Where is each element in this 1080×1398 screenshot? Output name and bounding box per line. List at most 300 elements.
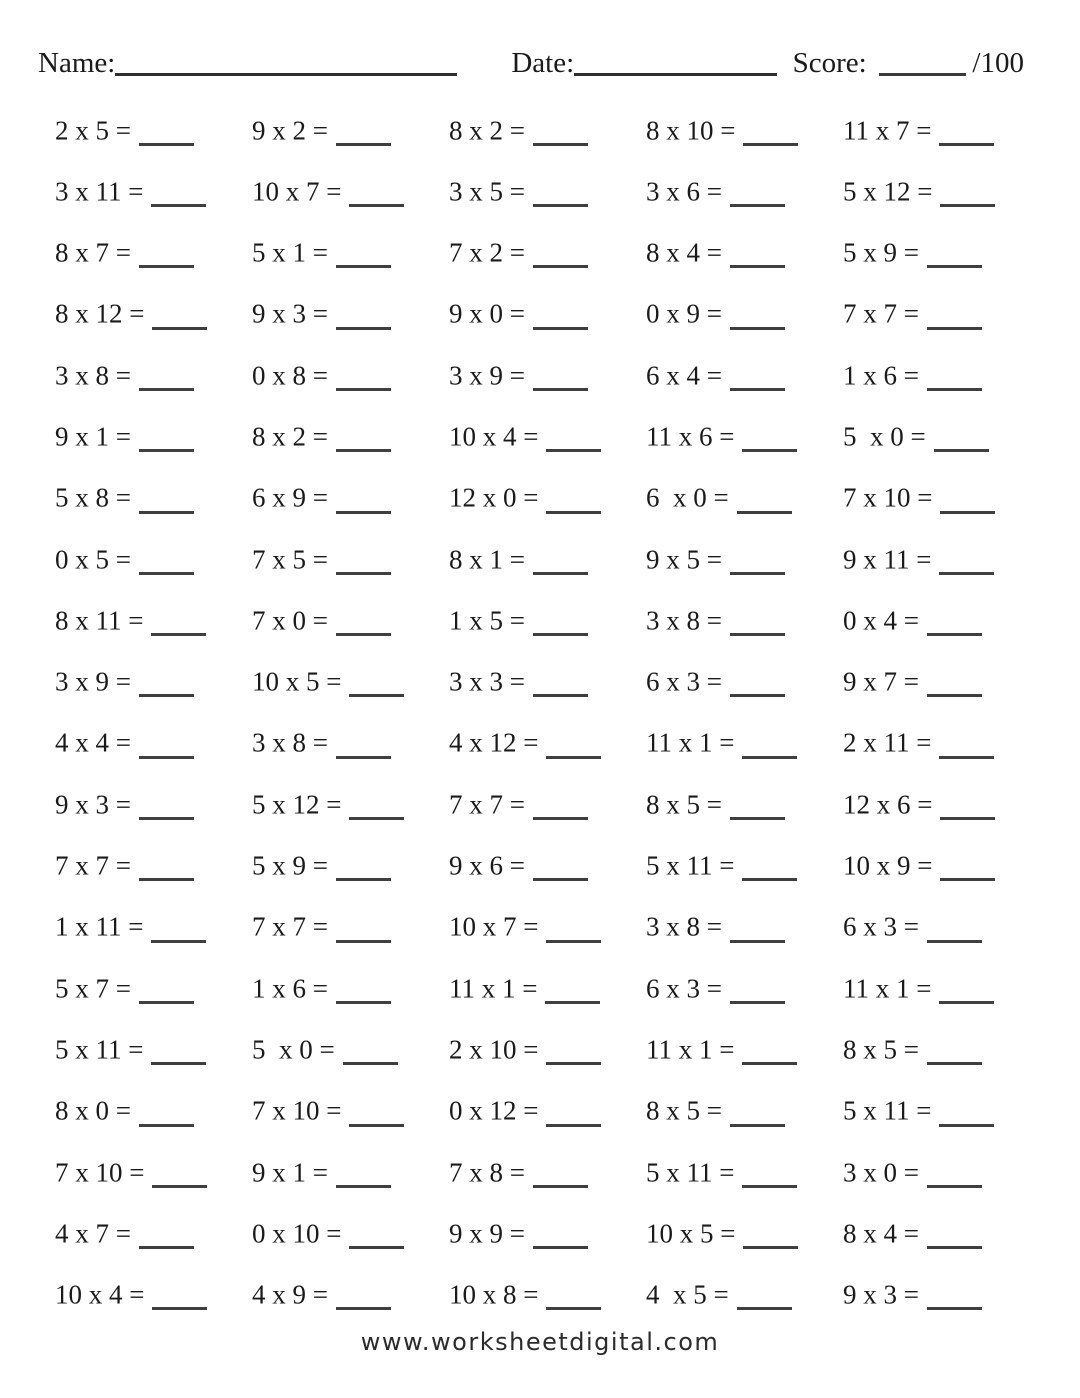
problem-text: 8 x 4 =: [646, 237, 722, 268]
answer-blank-line: [139, 731, 194, 758]
answer-blank-line: [139, 1222, 194, 1249]
problem-cell: [843, 173, 1040, 205]
problem-text: 0 x 8 =: [252, 359, 328, 390]
problem-text: 4 x 7 =: [55, 1218, 131, 1249]
problem-text: 8 x 4 =: [843, 1218, 919, 1249]
answer-blank-line: [152, 1161, 207, 1188]
problem-text: 8 x 1 =: [449, 543, 525, 574]
answer-blank-line: [546, 1099, 601, 1126]
answer-blank-line: [336, 486, 391, 513]
answer-blank-line: [730, 548, 785, 575]
answer-blank-line: [139, 793, 194, 820]
answer-blank-line: [151, 1038, 206, 1065]
problem-cell: [449, 786, 646, 818]
answer-blank-line: [152, 1283, 207, 1310]
answer-blank-line: [730, 241, 785, 268]
problem-text: 0 x 9 =: [646, 298, 722, 329]
answer-blank-line: [533, 1222, 588, 1249]
answer-blank-line: [533, 1161, 588, 1188]
problem-cell: [252, 1092, 449, 1124]
answer-blank-line: [533, 119, 588, 146]
problem-cell: [55, 908, 252, 940]
problem-text: 9 x 5 =: [646, 543, 722, 574]
problem-text: 5 x 11 =: [646, 1156, 735, 1187]
problem-cell: [252, 173, 449, 205]
problem-cell: [449, 479, 646, 511]
answer-blank-line: [336, 241, 391, 268]
problem-cell: [449, 357, 646, 389]
answer-blank-line: [939, 548, 994, 575]
problem-text: 8 x 11 =: [55, 605, 144, 636]
problem-text: 8 x 10 =: [646, 114, 736, 145]
problem-text: 4 x 9 =: [252, 1279, 328, 1310]
answer-blank-line: [730, 915, 785, 942]
problem-cell: [449, 970, 646, 1002]
problem-cell: [252, 418, 449, 450]
problem-text: 11 x 1 =: [646, 727, 735, 758]
problem-text: 3 x 9 =: [449, 359, 525, 390]
problem-text: 7 x 0 =: [252, 605, 328, 636]
answer-blank-line: [533, 670, 588, 697]
problem-cell: [252, 724, 449, 756]
problem-cell: [449, 724, 646, 756]
problem-cell: [449, 1276, 646, 1308]
answer-blank-line: [742, 1038, 797, 1065]
problem-cell: [55, 847, 252, 879]
problem-text: 8 x 5 =: [646, 789, 722, 820]
problem-text: 9 x 1 =: [252, 1156, 328, 1187]
problem-cell: [55, 1031, 252, 1063]
problem-text: 0 x 5 =: [55, 543, 131, 574]
problem-cell: [843, 112, 1040, 144]
problem-cell: [843, 970, 1040, 1002]
answer-blank-line: [139, 425, 194, 452]
problem-cell: [449, 908, 646, 940]
answer-blank-line: [533, 364, 588, 391]
problem-text: 11 x 6 =: [646, 421, 735, 452]
answer-blank-line: [730, 302, 785, 329]
problem-text: 7 x 7 =: [449, 789, 525, 820]
problem-cell: [55, 357, 252, 389]
problem-cell: [252, 479, 449, 511]
problem-text: 6 x 0 =: [646, 482, 729, 513]
problem-cell: [252, 908, 449, 940]
problem-text: 4 x 12 =: [449, 727, 539, 758]
problem-text: 1 x 6 =: [252, 972, 328, 1003]
answer-blank-line: [927, 609, 982, 636]
problem-text: 3 x 6 =: [646, 176, 722, 207]
problem-cell: [252, 357, 449, 389]
answer-blank-line: [336, 302, 391, 329]
answer-blank-line: [730, 364, 785, 391]
problem-text: 9 x 3 =: [252, 298, 328, 329]
footer-url: www.worksheetdigital.com: [360, 1328, 720, 1356]
problem-text: 6 x 4 =: [646, 359, 722, 390]
problem-cell: [252, 541, 449, 573]
problem-cell: [646, 970, 843, 1002]
answer-blank-line: [533, 241, 588, 268]
problem-text: 7 x 2 =: [449, 237, 525, 268]
problem-cell: [646, 1215, 843, 1247]
problem-cell: [449, 234, 646, 266]
answer-blank-line: [743, 1222, 798, 1249]
problem-text: 9 x 9 =: [449, 1218, 525, 1249]
problem-text: 10 x 5 =: [252, 666, 342, 697]
answer-blank-line: [742, 731, 797, 758]
problem-text: 2 x 11 =: [843, 727, 932, 758]
problem-cell: [55, 1276, 252, 1308]
answer-blank-line: [139, 241, 194, 268]
problem-text: 7 x 7 =: [55, 850, 131, 881]
problem-cell: [646, 724, 843, 756]
problem-cell: [252, 847, 449, 879]
problem-text: 0 x 4 =: [843, 605, 919, 636]
problem-cell: [843, 357, 1040, 389]
answer-blank-line: [533, 854, 588, 881]
problem-text: 7 x 7 =: [843, 298, 919, 329]
name-label: Name:: [38, 46, 116, 79]
answer-blank-line: [336, 425, 391, 452]
answer-blank-line: [939, 1099, 994, 1126]
problem-cell: [843, 1154, 1040, 1186]
problem-cell: [843, 786, 1040, 818]
problem-text: 1 x 6 =: [843, 359, 919, 390]
problem-cell: [449, 1154, 646, 1186]
answer-blank-line: [336, 119, 391, 146]
answer-blank-line: [742, 854, 797, 881]
problem-text: 8 x 7 =: [55, 237, 131, 268]
date-blank-line: [574, 48, 776, 76]
problem-text: 5 x 7 =: [55, 972, 131, 1003]
problem-cell: [843, 1215, 1040, 1247]
answer-blank-line: [927, 670, 982, 697]
problem-cell: [646, 479, 843, 511]
footer: [0, 1328, 1080, 1356]
problem-text: 5 x 0 =: [252, 1034, 335, 1065]
problem-cell: [646, 602, 843, 634]
problem-text: 11 x 7 =: [843, 114, 932, 145]
problem-text: 12 x 0 =: [449, 482, 539, 513]
problem-cell: [843, 234, 1040, 266]
problem-text: 9 x 2 =: [252, 114, 328, 145]
problem-cell: [646, 1092, 843, 1124]
answer-blank-line: [533, 302, 588, 329]
problem-text: 7 x 5 =: [252, 543, 328, 574]
problem-text: 10 x 4 =: [55, 1279, 145, 1310]
answer-blank-line: [336, 609, 391, 636]
problem-text: 5 x 11 =: [55, 1034, 144, 1065]
problem-text: 10 x 8 =: [449, 1279, 539, 1310]
problem-text: 3 x 8 =: [55, 359, 131, 390]
problem-text: 8 x 5 =: [843, 1034, 919, 1065]
answer-blank-line: [336, 977, 391, 1004]
problem-text: 9 x 1 =: [55, 421, 131, 452]
answer-blank-line: [737, 1283, 792, 1310]
problem-text: 8 x 2 =: [449, 114, 525, 145]
problem-cell: [843, 663, 1040, 695]
problem-cell: [843, 295, 1040, 327]
answer-blank-line: [336, 548, 391, 575]
problem-cell: [843, 479, 1040, 511]
problem-text: 5 x 9 =: [843, 237, 919, 268]
answer-blank-line: [546, 731, 601, 758]
problem-cell: [646, 418, 843, 450]
problem-text: 7 x 7 =: [252, 911, 328, 942]
problem-cell: [843, 1031, 1040, 1063]
problem-text: 0 x 10 =: [252, 1218, 342, 1249]
problem-text: 3 x 0 =: [843, 1156, 919, 1187]
answer-blank-line: [939, 119, 994, 146]
problem-text: 10 x 5 =: [646, 1218, 736, 1249]
problem-cell: [449, 112, 646, 144]
name-blank-line: [115, 48, 457, 76]
problem-text: 7 x 10 =: [843, 482, 933, 513]
answer-blank-line: [139, 854, 194, 881]
problem-text: 0 x 12 =: [449, 1095, 539, 1126]
problem-cell: [449, 541, 646, 573]
answer-blank-line: [927, 1161, 982, 1188]
problem-text: 5 x 9 =: [252, 850, 328, 881]
problem-text: 5 x 0 =: [843, 421, 926, 452]
problem-text: 11 x 1 =: [646, 1034, 735, 1065]
problem-cell: [252, 970, 449, 1002]
problem-cell: [252, 1031, 449, 1063]
problem-cell: [55, 663, 252, 695]
problem-text: 2 x 5 =: [55, 114, 131, 145]
problem-cell: [646, 847, 843, 879]
answer-blank-line: [730, 793, 785, 820]
answer-blank-line: [939, 731, 994, 758]
answer-blank-line: [546, 486, 601, 513]
answer-blank-line: [927, 1038, 982, 1065]
problem-text: 9 x 0 =: [449, 298, 525, 329]
answer-blank-line: [336, 854, 391, 881]
problem-text: 11 x 1 =: [449, 972, 538, 1003]
problem-cell: [646, 1031, 843, 1063]
problem-cell: [843, 602, 1040, 634]
problem-cell: [252, 295, 449, 327]
problem-text: 3 x 5 =: [449, 176, 525, 207]
answer-blank-line: [336, 364, 391, 391]
answer-blank-line: [940, 486, 995, 513]
problem-cell: [449, 1215, 646, 1247]
problem-cell: [252, 1215, 449, 1247]
problem-cell: [449, 418, 646, 450]
problem-text: 12 x 6 =: [843, 789, 933, 820]
problem-text: 8 x 0 =: [55, 1095, 131, 1126]
score-label: Score:: [792, 46, 867, 79]
problem-cell: [252, 1276, 449, 1308]
answer-blank-line: [533, 793, 588, 820]
answer-blank-line: [139, 1099, 194, 1126]
problem-cell: [646, 112, 843, 144]
problem-cell: [646, 1276, 843, 1308]
answer-blank-line: [139, 670, 194, 697]
answer-blank-line: [546, 1038, 601, 1065]
answer-blank-line: [349, 180, 404, 207]
answer-blank-line: [139, 119, 194, 146]
answer-blank-line: [546, 915, 601, 942]
problem-text: 3 x 8 =: [646, 911, 722, 942]
problem-cell: [55, 112, 252, 144]
answer-blank-line: [934, 425, 989, 452]
answer-blank-line: [336, 1283, 391, 1310]
problem-cell: [55, 970, 252, 1002]
problem-cell: [646, 908, 843, 940]
problem-cell: [843, 541, 1040, 573]
problem-cell: [55, 541, 252, 573]
answer-blank-line: [730, 180, 785, 207]
problem-text: 6 x 9 =: [252, 482, 328, 513]
problem-text: 7 x 10 =: [252, 1095, 342, 1126]
problem-cell: [843, 724, 1040, 756]
answer-blank-line: [546, 425, 601, 452]
problem-cell: [449, 173, 646, 205]
problem-cell: [252, 1154, 449, 1186]
problem-text: 6 x 3 =: [646, 666, 722, 697]
problem-cell: [55, 173, 252, 205]
answer-blank-line: [927, 1222, 982, 1249]
problem-cell: [843, 847, 1040, 879]
problem-text: 3 x 8 =: [252, 727, 328, 758]
problem-cell: [252, 786, 449, 818]
problem-text: 8 x 5 =: [646, 1095, 722, 1126]
problem-cell: [449, 1031, 646, 1063]
problem-text: 5 x 8 =: [55, 482, 131, 513]
problem-cell: [55, 1154, 252, 1186]
answer-blank-line: [940, 793, 995, 820]
problem-cell: [449, 663, 646, 695]
problem-text: 3 x 11 =: [55, 176, 144, 207]
answer-blank-line: [349, 793, 404, 820]
problem-text: 11 x 1 =: [843, 972, 932, 1003]
problem-text: 9 x 7 =: [843, 666, 919, 697]
problem-cell: [646, 663, 843, 695]
answer-blank-line: [743, 119, 798, 146]
problem-cell: [646, 357, 843, 389]
answer-blank-line: [546, 1283, 601, 1310]
answer-blank-line: [730, 977, 785, 1004]
answer-blank-line: [151, 609, 206, 636]
problem-cell: [252, 663, 449, 695]
answer-blank-line: [927, 241, 982, 268]
problem-text: 8 x 12 =: [55, 298, 145, 329]
problem-cell: [646, 541, 843, 573]
answer-blank-line: [139, 486, 194, 513]
problems-grid: [55, 97, 1040, 1323]
problem-cell: [55, 479, 252, 511]
problem-text: 3 x 3 =: [449, 666, 525, 697]
problem-cell: [449, 602, 646, 634]
problem-text: 6 x 3 =: [843, 911, 919, 942]
answer-blank-line: [139, 977, 194, 1004]
answer-blank-line: [349, 1222, 404, 1249]
answer-blank-line: [336, 731, 391, 758]
problem-text: 7 x 10 =: [55, 1156, 145, 1187]
answer-blank-line: [927, 364, 982, 391]
problem-text: 10 x 7 =: [252, 176, 342, 207]
problem-text: 3 x 9 =: [55, 666, 131, 697]
answer-blank-line: [927, 302, 982, 329]
problem-text: 4 x 5 =: [646, 1279, 729, 1310]
problem-text: 9 x 6 =: [449, 850, 525, 881]
problem-cell: [55, 1092, 252, 1124]
answer-blank-line: [927, 1283, 982, 1310]
problem-cell: [55, 602, 252, 634]
answer-blank-line: [343, 1038, 398, 1065]
answer-blank-line: [349, 670, 404, 697]
answer-blank-line: [336, 915, 391, 942]
problem-text: 2 x 10 =: [449, 1034, 539, 1065]
problem-cell: [55, 295, 252, 327]
answer-blank-line: [139, 548, 194, 575]
problem-cell: [55, 786, 252, 818]
answer-blank-line: [139, 364, 194, 391]
answer-blank-line: [927, 915, 982, 942]
problem-cell: [843, 418, 1040, 450]
problem-text: 4 x 4 =: [55, 727, 131, 758]
answer-blank-line: [940, 854, 995, 881]
problem-cell: [449, 295, 646, 327]
problem-text: 9 x 3 =: [55, 789, 131, 820]
problem-cell: [252, 112, 449, 144]
answer-blank-line: [737, 486, 792, 513]
problem-text: 7 x 8 =: [449, 1156, 525, 1187]
answer-blank-line: [336, 1161, 391, 1188]
problem-text: 1 x 5 =: [449, 605, 525, 636]
problem-text: 5 x 12 =: [843, 176, 933, 207]
problem-text: 9 x 11 =: [843, 543, 932, 574]
answer-blank-line: [730, 670, 785, 697]
problem-cell: [843, 1092, 1040, 1124]
problem-text: 5 x 11 =: [646, 850, 735, 881]
answer-blank-line: [533, 548, 588, 575]
problem-cell: [449, 1092, 646, 1124]
problem-cell: [843, 908, 1040, 940]
answer-blank-line: [730, 1099, 785, 1126]
problem-text: 10 x 4 =: [449, 421, 539, 452]
answer-blank-line: [742, 1161, 797, 1188]
problem-text: 5 x 1 =: [252, 237, 328, 268]
answer-blank-line: [545, 977, 600, 1004]
problem-text: 1 x 11 =: [55, 911, 144, 942]
header: [38, 44, 1024, 80]
problem-text: 6 x 3 =: [646, 972, 722, 1003]
answer-blank-line: [349, 1099, 404, 1126]
problem-cell: [646, 173, 843, 205]
problem-cell: [449, 847, 646, 879]
answer-blank-line: [940, 180, 995, 207]
problem-text: 3 x 8 =: [646, 605, 722, 636]
problem-text: 8 x 2 =: [252, 421, 328, 452]
answer-blank-line: [151, 915, 206, 942]
problem-text: 10 x 9 =: [843, 850, 933, 881]
problem-cell: [252, 234, 449, 266]
score-blank-line: [879, 48, 967, 76]
problem-cell: [646, 234, 843, 266]
answer-blank-line: [151, 180, 206, 207]
problem-text: 10 x 7 =: [449, 911, 539, 942]
answer-blank-line: [730, 609, 785, 636]
problem-text: 5 x 11 =: [843, 1095, 932, 1126]
answer-blank-line: [152, 302, 207, 329]
problem-cell: [252, 602, 449, 634]
problem-cell: [55, 418, 252, 450]
date-label: Date:: [511, 46, 575, 79]
answer-blank-line: [533, 180, 588, 207]
problem-cell: [55, 234, 252, 266]
problem-cell: [55, 1215, 252, 1247]
